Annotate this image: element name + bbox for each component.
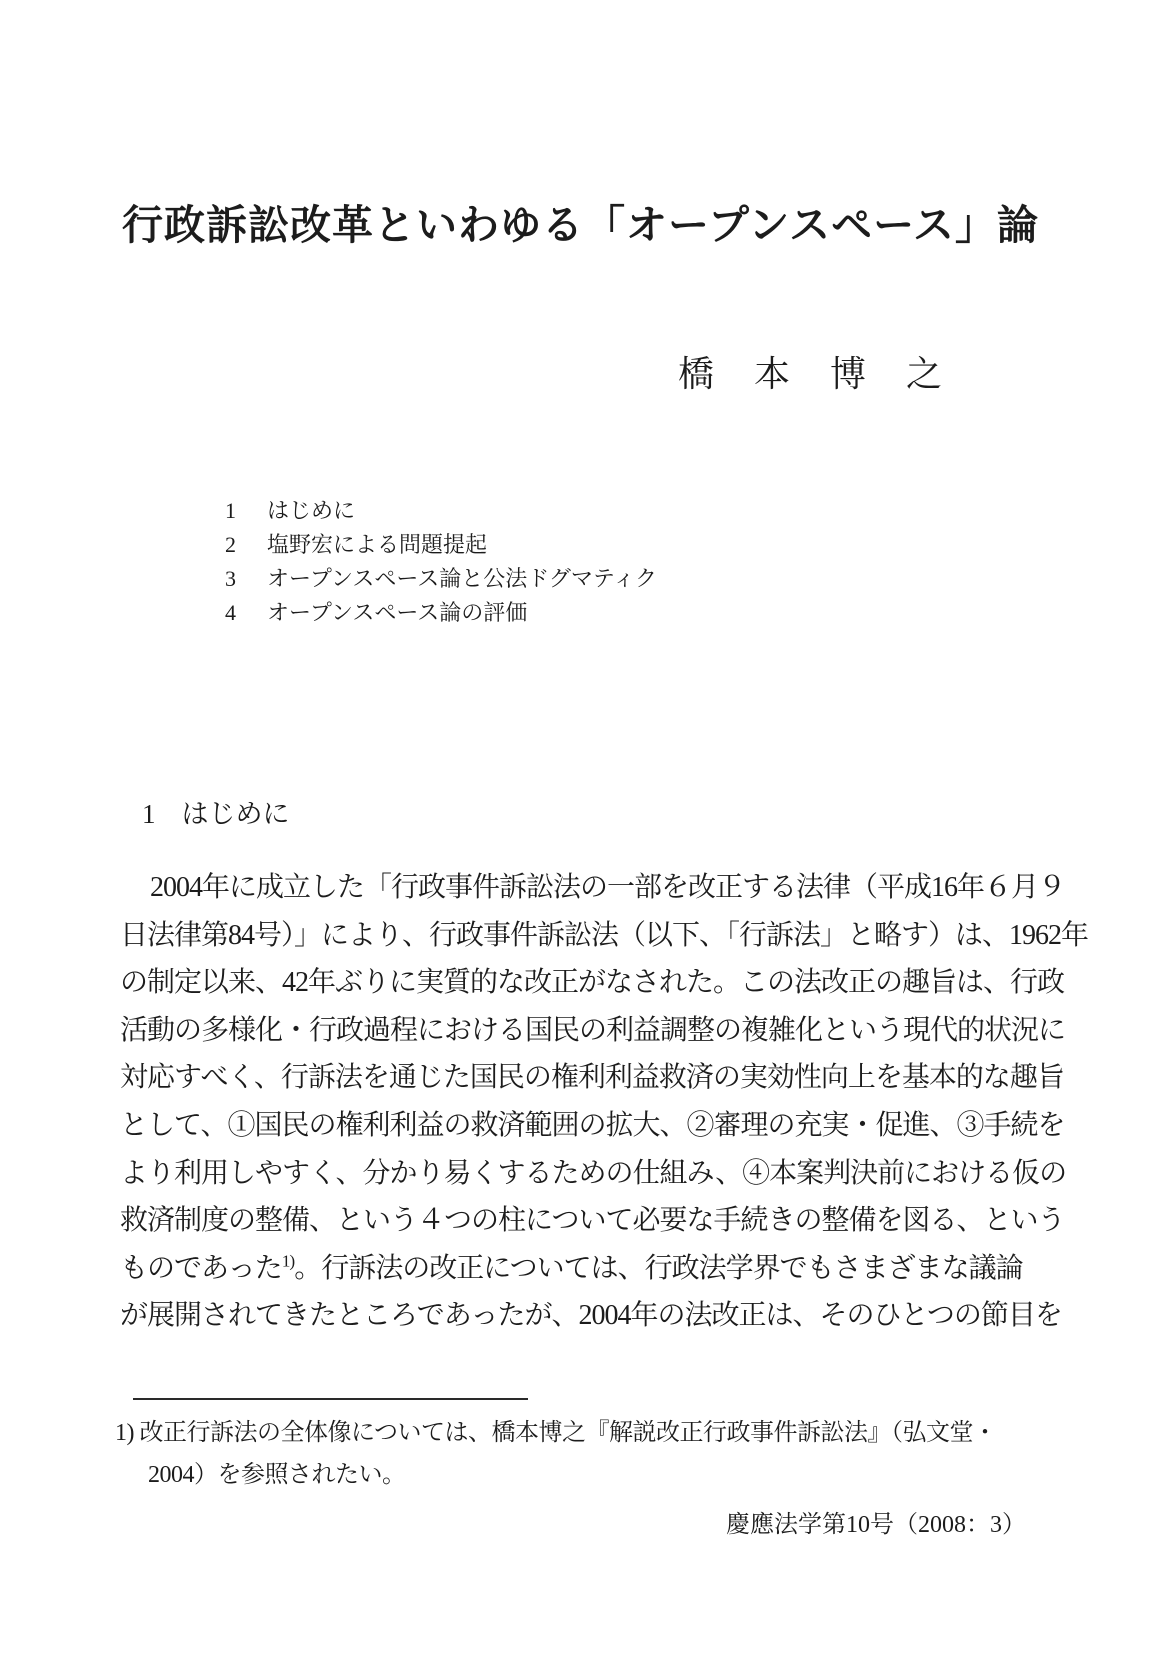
footnote-line: 1) 改正行訴法の全体像については、橋本博之『解説改正行政事件訴訟法』（弘文堂・ [115,1420,997,1446]
body-line-text: ものであった [120,1252,282,1284]
body-line: の制定以来、42年ぶりに実質的な改正がなされた。この法改正の趣旨は、行政 [120,967,1065,999]
toc-item-number: 2 [225,532,236,557]
body-line: 日法律第84号）」により、行政事件訴訟法（以下、「行訴法」と略す）は、1962年 [120,919,1089,951]
paper-title: 行政訴訟改革といわゆる「オープンスペース」論 [122,202,1040,248]
toc-item-4 [225,596,657,630]
body-line: 対応すべく、行訴法を通じた国民の権利利益救済の実効性向上を基本的な趣旨 [120,1062,1064,1094]
journal-footer: 慶應法学第10号（2008：3） [726,1512,1026,1538]
toc-item-2 [225,528,657,562]
table-of-contents [225,494,657,630]
toc-item-3 [225,562,657,596]
footnote [115,1412,997,1496]
footnote-reference: 1) [281,1251,295,1271]
footnote-divider [133,1398,528,1400]
toc-item-1 [225,494,657,528]
toc-item-label: はじめに [267,498,356,523]
toc-item-label: 塩野宏による問題提起 [267,532,488,557]
toc-item-label: オープンスペース論の評価 [267,600,528,625]
section-title: はじめに [181,799,290,829]
body-line: 活動の多様化・行政過程における国民の利益調整の複雑化という現代的状況に [120,1014,1066,1046]
toc-item-number: 3 [225,566,236,591]
body-line: より利用しやすく、分かり易くするための仕組み、④本案判決前における仮の [120,1157,1067,1189]
toc-item-number: 4 [225,600,236,625]
body-line: として、①国民の権利利益の救済範囲の拡大、②審理の充実・促進、③手続を [120,1109,1065,1141]
toc-item-label: オープンスペース論と公法ドグマティク [267,566,658,591]
footnote-line: 2004）を参照されたい。 [148,1462,406,1488]
body-line: 2004年に成立した「行政事件訴訟法の一部を改正する法律（平成16年６月９ [150,872,1066,903]
section-number: 1 [142,799,156,829]
body-line-with-footnote-ref [120,1245,1042,1293]
paper-author: 橋 本 博 之 [678,354,945,394]
body-line: 救済制度の整備、という４つの柱について必要な手続きの整備を図る、という [120,1205,1065,1237]
body-paragraph [120,864,1089,1340]
section-heading [142,792,290,831]
body-line: が展開されてきたところであったが、2004年の法改正は、そのひとつの節目を [120,1300,1062,1332]
body-line-text: 。行訴法の改正については、行政法学界でもさまざまな議論 [294,1252,1023,1284]
toc-item-number: 1 [225,498,236,523]
